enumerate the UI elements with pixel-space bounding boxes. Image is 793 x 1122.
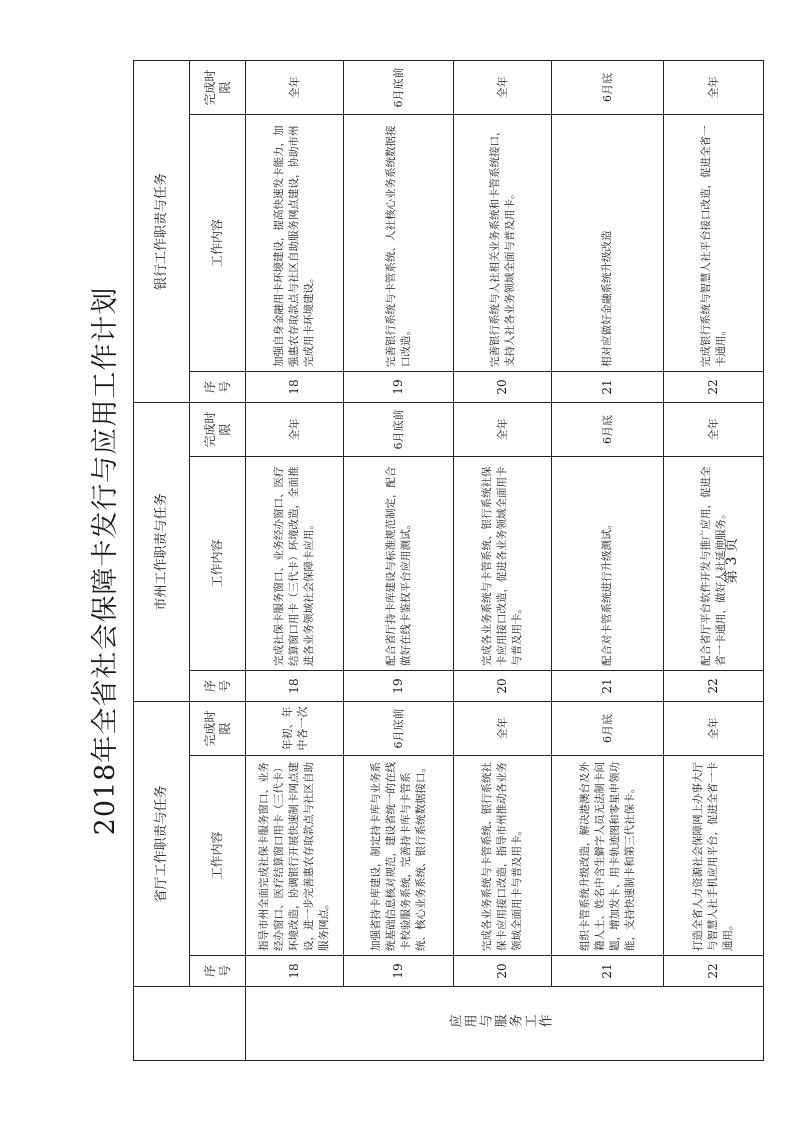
content-cell: 完善银行系统与卡管系统、人社核心业务系统数据接口改造。 [344, 114, 454, 371]
content-header: 工作内容 [190, 456, 246, 670]
content-cell: 配合对卡管系统进行升级测试。 [552, 456, 664, 670]
table-row [246, 60, 344, 1060]
section-label: 应用与服务工作 [246, 987, 764, 1061]
deadline-header: 完成时限 [190, 402, 246, 456]
seq-cell: 22 [664, 670, 764, 701]
seq-cell: 19 [344, 670, 454, 701]
seq-cell: 20 [454, 670, 552, 701]
content-cell: 完善银行系统与人社相关业务系统和卡管系统接口，支持人社各业务领域全面与普及用卡。 [454, 114, 552, 371]
content-cell: 组织卡管系统升级改造，解决港澳台及外籍人士、姓名中含生僻字人员无法制卡问题，增加发卡、用卡轨迹图和零星申领功能，支持快速制卡和第三代社保卡。 [552, 756, 664, 956]
content-header: 工作内容 [190, 756, 246, 956]
content-cell: 配合省厅持卡库建设与标准规范制定，配合做好在线卡鉴权平台应用测试。 [344, 456, 454, 670]
deadline-cell: 6月底 [552, 701, 664, 755]
deadline-cell: 全年 [664, 60, 764, 114]
seq-cell: 19 [344, 371, 454, 402]
seq-cell: 20 [454, 371, 552, 402]
table-row [664, 60, 764, 1060]
deadline-cell: 6月底 [552, 60, 664, 114]
content-cell: 配合省厅平台软件开发与推广应用，促进全省一卡通用，做好人社延伸服务。 [664, 456, 764, 670]
work-plan-table [133, 60, 764, 1061]
document-title: 2018年全省社会保障卡发行与应用工作计划 [90, 286, 121, 836]
rotated-page [81, 61, 793, 1061]
deadline-cell: 全年 [454, 701, 552, 755]
seq-cell: 18 [246, 670, 344, 701]
seq-cell: 21 [552, 670, 664, 701]
deadline-cell: 6月底前 [344, 402, 454, 456]
table-row [552, 60, 664, 1060]
seq-cell: 22 [664, 371, 764, 402]
seq-header: 序号 [190, 956, 246, 987]
content-cell: 相对应做好金融系统升级改造 [552, 114, 664, 371]
deadline-cell: 全年 [454, 60, 552, 114]
deadline-cell: 6月底 [552, 402, 664, 456]
page-number: 第 3 页 [724, 538, 740, 584]
deadline-cell: 年初、年中各一次 [246, 701, 344, 755]
table-row [454, 60, 552, 1060]
seq-cell: 22 [664, 956, 764, 987]
deadline-header: 完成时限 [190, 60, 246, 114]
seq-cell: 21 [552, 956, 664, 987]
deadline-cell: 6月底前 [344, 701, 454, 755]
content-cell: 完成社保卡服务窗口、业务经办窗口、医疗结算窗口用卡（三代卡）环境改造，全面推进各业务领域社会保障卡应用。 [246, 456, 344, 670]
seq-header: 序号 [190, 371, 246, 402]
content-header: 工作内容 [190, 114, 246, 371]
seq-cell: 18 [246, 956, 344, 987]
table-row [344, 60, 454, 1060]
content-cell: 打造全省人力资源社会保障网上办事大厅与智慧人社手机应用平台，促进全省一卡通用。 [664, 756, 764, 956]
content-cell: 加强自身金融用卡环境建设，提高快速发卡能力，加强惠农存取款点与社区自助服务网点建设，协助市州完成用卡环境建设。 [246, 114, 344, 371]
deadline-header: 完成时限 [190, 701, 246, 755]
seq-header: 序号 [190, 670, 246, 701]
content-cell: 加强省持卡库建设，制定持卡库与业务系统基础信息核对规范，建设省统一的在线卡校验服务系统，完善持卡库与卡管系统、核心业务系统、银行系统数据接口。 [344, 756, 454, 956]
province-header: 省厅工作职责与任务 [134, 701, 190, 986]
deadline-cell: 全年 [246, 60, 344, 114]
deadline-cell: 6月底前 [344, 60, 454, 114]
bank-header: 银行工作职责与任务 [134, 60, 190, 402]
content-cell: 完成各业务系统与卡管系统、银行系统社保卡应用接口改造，促进各业务领域全面用卡与普及用卡。 [454, 456, 552, 670]
deadline-cell: 全年 [664, 701, 764, 755]
content-cell: 完成各业务系统与卡管系统、银行系统社保卡应用接口改造，指导市州推动各业务领域全面用卡与普及用卡。 [454, 756, 552, 956]
seq-cell: 21 [552, 371, 664, 402]
corner-cell [134, 987, 246, 1061]
city-header: 市州工作职责与任务 [134, 402, 190, 701]
seq-cell: 19 [344, 956, 454, 987]
content-cell: 指导市州全面完成社保卡服务窗口、业务经办窗口、医疗结算窗口用卡（三代卡）环境改造，协调银行开展快速制卡网点建设，进一步完善惠农存取款点与社区自助服务网点。 [246, 756, 344, 956]
content-cell: 完成银行系统与智慧人社平台接口改造，促进全省一卡通用。 [664, 114, 764, 371]
deadline-cell: 全年 [246, 402, 344, 456]
deadline-cell: 全年 [664, 402, 764, 456]
deadline-cell: 全年 [454, 402, 552, 456]
seq-cell: 20 [454, 956, 552, 987]
seq-cell: 18 [246, 371, 344, 402]
